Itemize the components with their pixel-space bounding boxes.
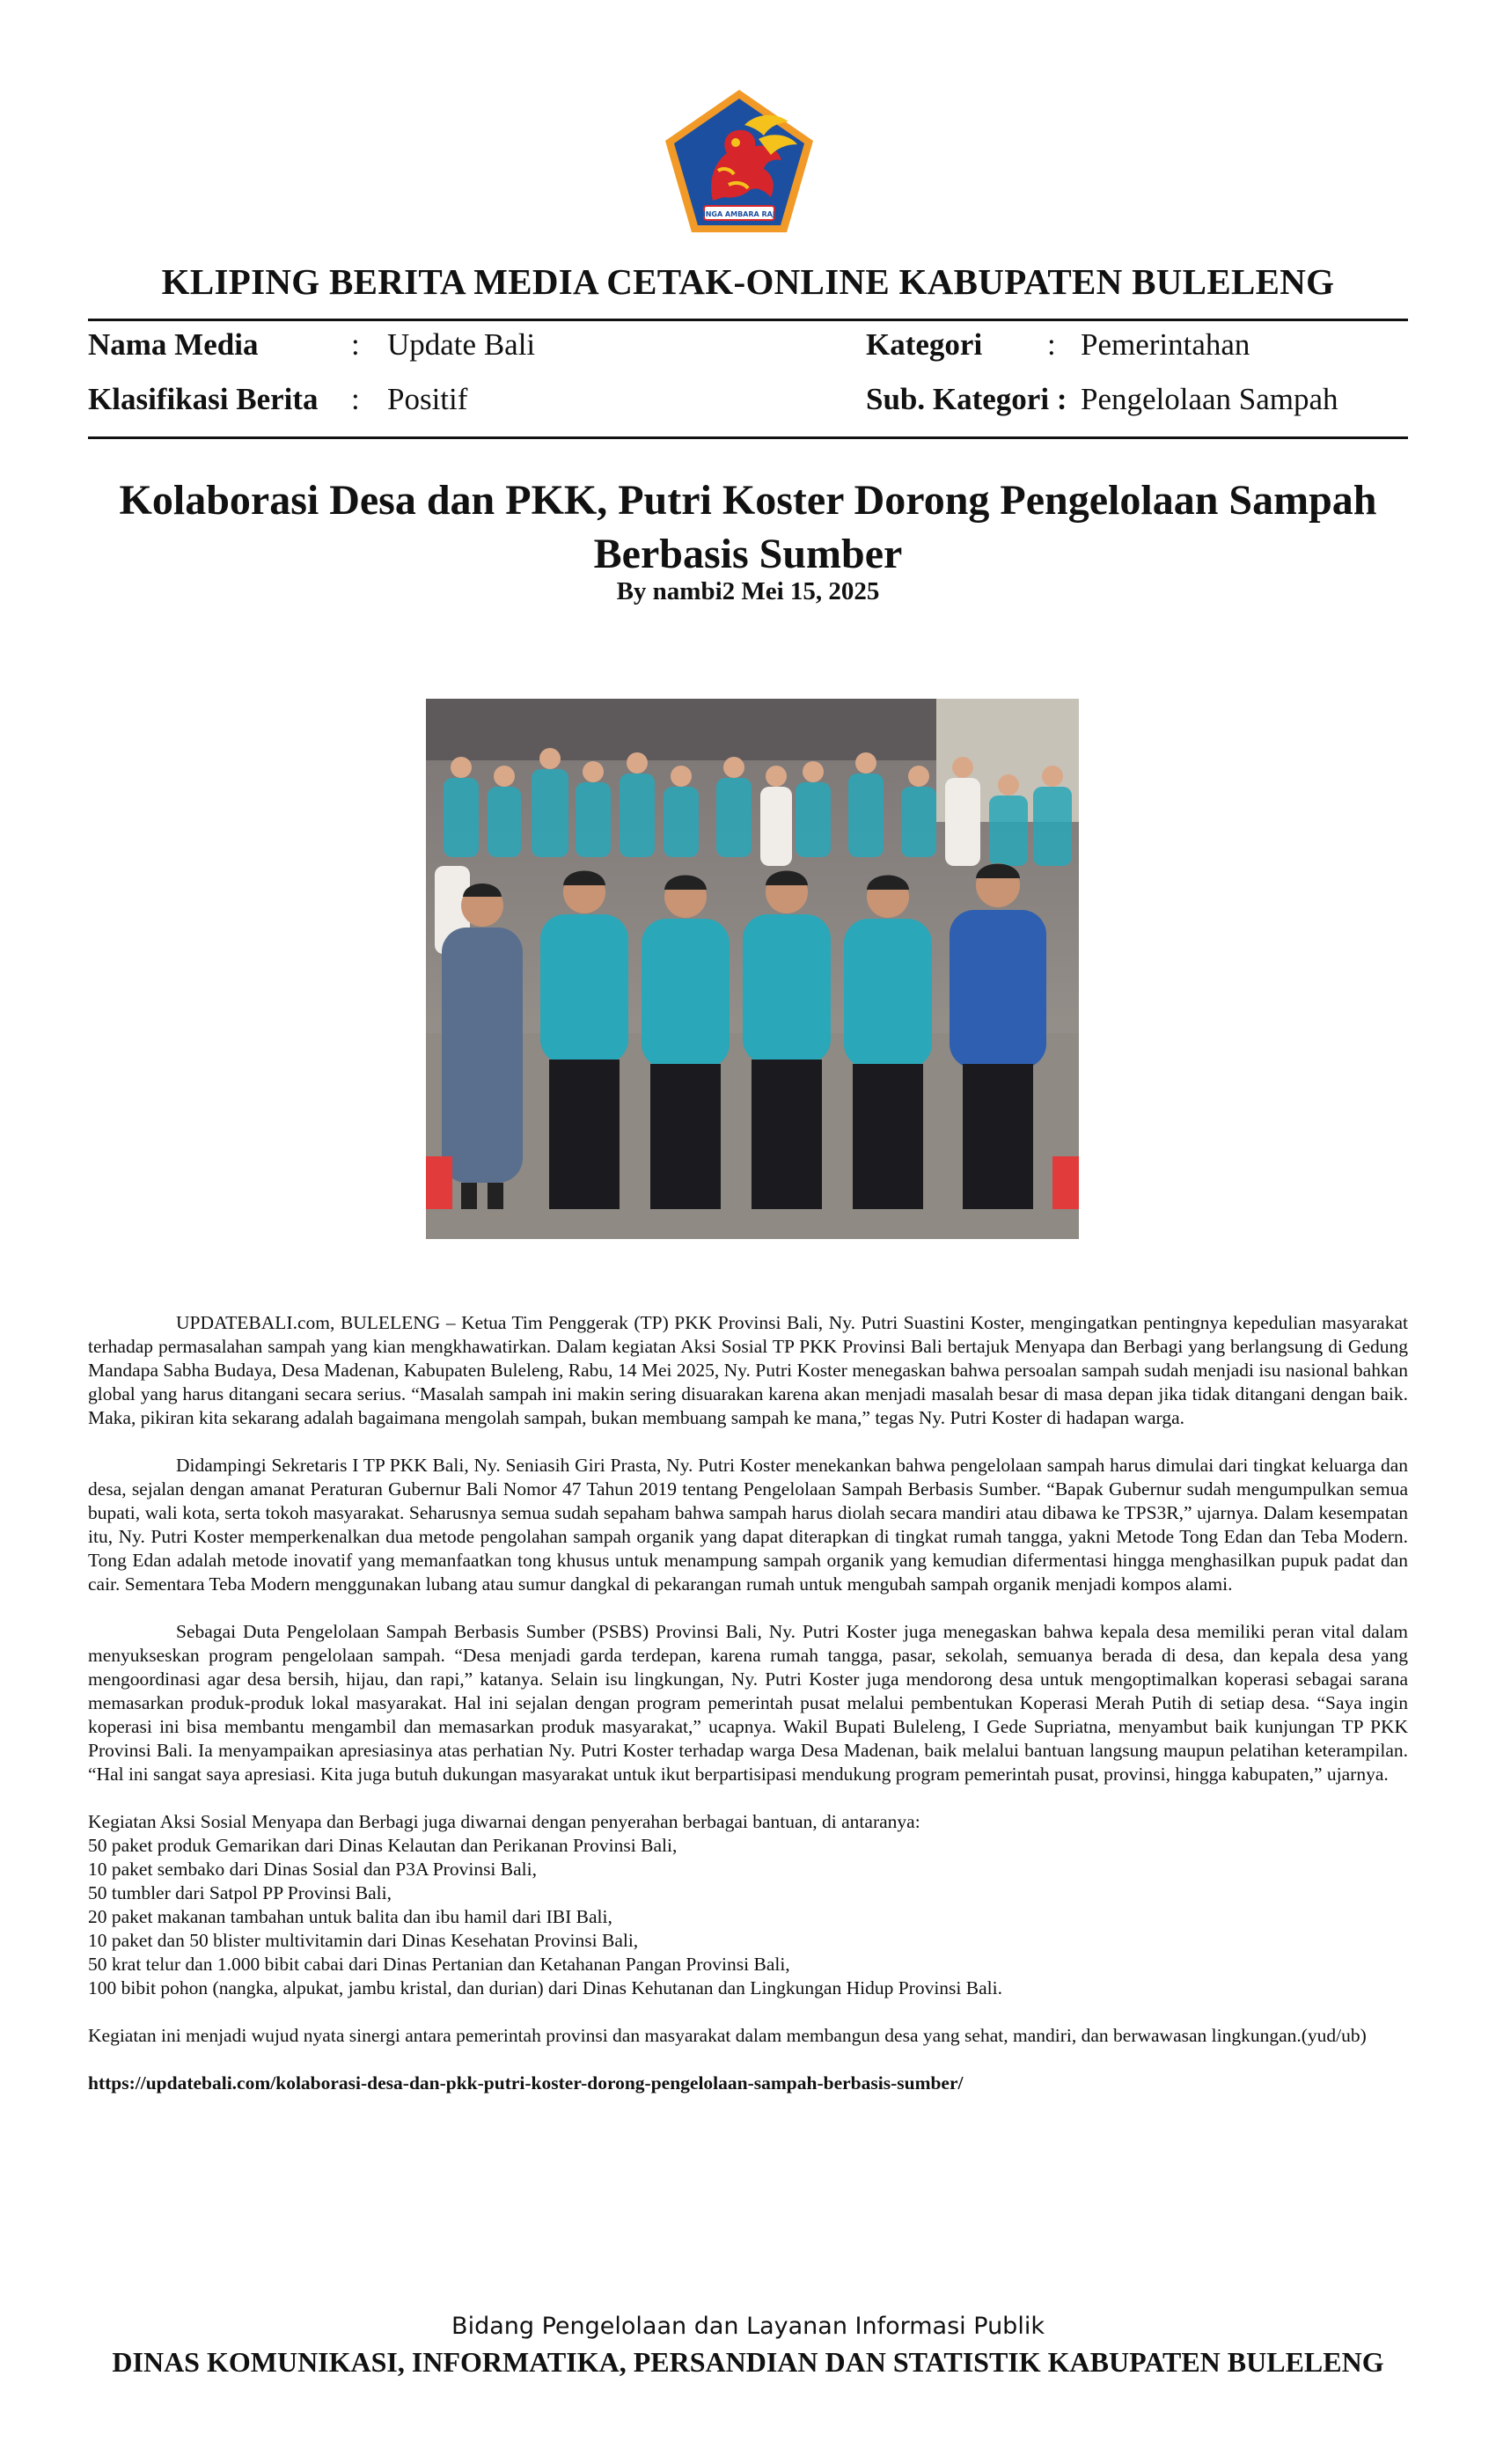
media-name-colon: :: [351, 327, 360, 362]
article-title: Kolaborasi Desa dan PKK, Putri Koster Dorong Pengelolaan Sampah Berbasis Sumber: [119, 477, 1377, 577]
closing-paragraph: Kegiatan ini menjadi wujud nyata sinergi antara pemerintah provinsi dan masyarakat dalam membangun desa yang sehat, mandiri, dan berwawasan lingkungan.(yud/ub): [88, 2025, 1367, 2046]
category-value: Pemerintahan: [1081, 327, 1250, 362]
classification-label: Klasifikasi Berita: [88, 382, 319, 416]
footer-agency: DINAS KOMUNIKASI, INFORMATIKA, PERSANDIAN DAN STATISTIK KABUPATEN BULELENG: [112, 2346, 1384, 2378]
category-colon: :: [1047, 327, 1056, 362]
metadata-block: [88, 327, 1408, 433]
header-divider-top: [88, 319, 1408, 321]
aid-list: [88, 1810, 1408, 2000]
source-url-link[interactable]: https://updatebali.com/kolaborasi-desa-dan-pkk-putri-koster-dorong-pengelolaan-sampah-berbasis-sumber/: [88, 2072, 964, 2094]
aid-list-intro: Kegiatan Aksi Sosial Menyapa dan Berbagi juga diwarnai dengan penyerahan berbagai bantuan, di antaranya:: [88, 1811, 920, 1832]
list-item: 50 paket produk Gemarikan dari Dinas Kelautan dan Perikanan Provinsi Bali,: [88, 1835, 678, 1856]
list-item: 10 paket dan 50 blister multivitamin dari Dinas Kesehatan Provinsi Bali,: [88, 1930, 639, 1951]
header-divider-bottom: [88, 436, 1408, 439]
singa-ambara-raja-emblem-icon: [660, 86, 818, 236]
logo-motto: SINGA AMBARA RAJA: [697, 210, 781, 218]
classification-value: Positif: [387, 382, 468, 416]
article-byline: By nambi2 Mei 15, 2025: [616, 577, 880, 605]
subcategory-label: Sub. Kategori :: [866, 382, 1067, 416]
list-item: 20 paket makanan tambahan untuk balita dan ibu hamil dari IBI Bali,: [88, 1906, 612, 1927]
classification-colon: :: [351, 382, 360, 416]
category-label: Kategori: [866, 327, 983, 362]
list-item: 10 paket sembako dari Dinas Sosial dan P3A Provinsi Bali,: [88, 1859, 537, 1880]
list-item: 50 krat telur dan 1.000 bibit cabai dari Dinas Pertanian dan Ketahanan Pangan Provinsi Bali,: [88, 1954, 790, 1975]
article-paragraph: Didampingi Sekretaris I TP PKK Bali, Ny. Seniasih Giri Prasta, Ny. Putri Koster menekankan bahwa pengelolaan sampah harus dimulai dari tingkat keluarga dan desa, sejalan dengan amanat Peraturan Gubernur Bali Nomor 47 Tahun 2019 tentang Pengelolaan Sampah Berbasis Sumber. “Bapak Gubernur sudah mengumpulkan semua bupati, wali kota, serta tokoh masyarakat. Seharusnya semua sudah sepaham bahwa sampah harus diolah secara mandiri atau dibawa ke TPS3R,” ujarnya. Dalam kesempatan itu, Ny. Putri Koster memperkenalkan dua metode pengolahan sampah organik yang dapat diterapkan di tingkat rumah tangga, yakni Metode Tong Edan dan Teba Modern. Tong Edan adalah metode inovatif yang memanfaatkan tong khusus untuk menampung sampah organik yang kemudian difermentasi hingga menghasilkan pupuk padat dan cair. Sementara Teba Modern menggunakan lubang atau sumur dangkal di pekarangan rumah untuk mengubah sampah organik menjadi kompos alami.: [88, 1455, 1408, 1595]
article-photo: [426, 699, 1079, 1239]
article-body: [88, 1311, 1408, 2119]
media-name-label: Nama Media: [88, 327, 259, 362]
media-name-value: Update Bali: [387, 327, 536, 362]
footer-division: Bidang Pengelolaan dan Layanan Informasi Publik: [451, 2313, 1045, 2340]
article-paragraph: Sebagai Duta Pengelolaan Sampah Berbasis Sumber (PSBS) Provinsi Bali, Ny. Putri Koster juga menegaskan bahwa kepala desa memiliki peran vital dalam menyukseskan program pengelolaan sampah. “Desa menjadi garda terdepan, karena rumah tangga, pasar, sekolah, semuanya berada di desa, dan kepala desa yang mengoordinasi agar desa bersih, hijau, dan rapi,” katanya. Selain isu lingkungan, Ny. Putri Koster juga mendorong desa untuk mengoptimalkan koperasi sebagai sarana memasarkan produk-produk lokal masyarakat. Hal ini sejalan dengan program pemerintah pusat melalui pembentukan Koperasi Merah Putih di setiap desa. “Saya ingin koperasi ini bisa membantu mengambil dan memasarkan produk masyarakat,” ucapnya. Wakil Bupati Buleleng, I Gede Supriatna, menyambut baik kunjungan TP PKK Provinsi Bali. Ia menyampaikan apresiasinya atas perhatian Ny. Putri Koster terhadap warga Desa Madenan, baik melalui bantuan langsung maupun pelatihan keterampilan. “Hal ini sangat saya apresiasi. Kita juga butuh dukungan masyarakat untuk ikut berpartisipasi mendukung program pemerintah pusat, provinsi, hingga kabupaten,” ujarnya.: [88, 1621, 1408, 1785]
list-item: 50 tumbler dari Satpol PP Provinsi Bali,: [88, 1882, 392, 1903]
buleleng-emblem-logo: [660, 86, 818, 236]
subcategory-value: Pengelolaan Sampah: [1081, 382, 1338, 416]
clipping-header-title: KLIPING BERITA MEDIA CETAK-ONLINE KABUPATEN BULELENG: [161, 261, 1335, 302]
list-item: 100 bibit pohon (nangka, alpukat, jambu kristal, dan durian) dari Dinas Kehutanan dan Lingkungan Hidup Provinsi Bali.: [88, 1977, 1002, 1998]
article-paragraph: UPDATEBALI.com, BULELENG – Ketua Tim Penggerak (TP) PKK Provinsi Bali, Ny. Putri Suastini Koster, mengingatkan pentingnya kepedulian masyarakat terhadap permasalahan sampah yang kian mengkhawatirkan. Dalam kegiatan Aksi Sosial TP PKK Provinsi Bali bertajuk Menyapa dan Berbagi yang berlangsung di Gedung Mandapa Sabha Budaya, Desa Madenan, Kabupaten Buleleng, Rabu, 14 Mei 2025, Ny. Putri Koster menegaskan bahwa persoalan sampah sudah menjadi isu nasional bahkan global yang harus ditangani secara serius. “Masalah sampah ini makin sering disuarakan karena akan menjadi masalah besar di masa depan jika tidak ditangani dengan baik. Maka, pikiran kita sekarang adalah bagaimana mengolah sampah, bukan membuang sampah ke mana,” tegas Ny. Putri Koster di hadapan warga.: [88, 1312, 1408, 1428]
